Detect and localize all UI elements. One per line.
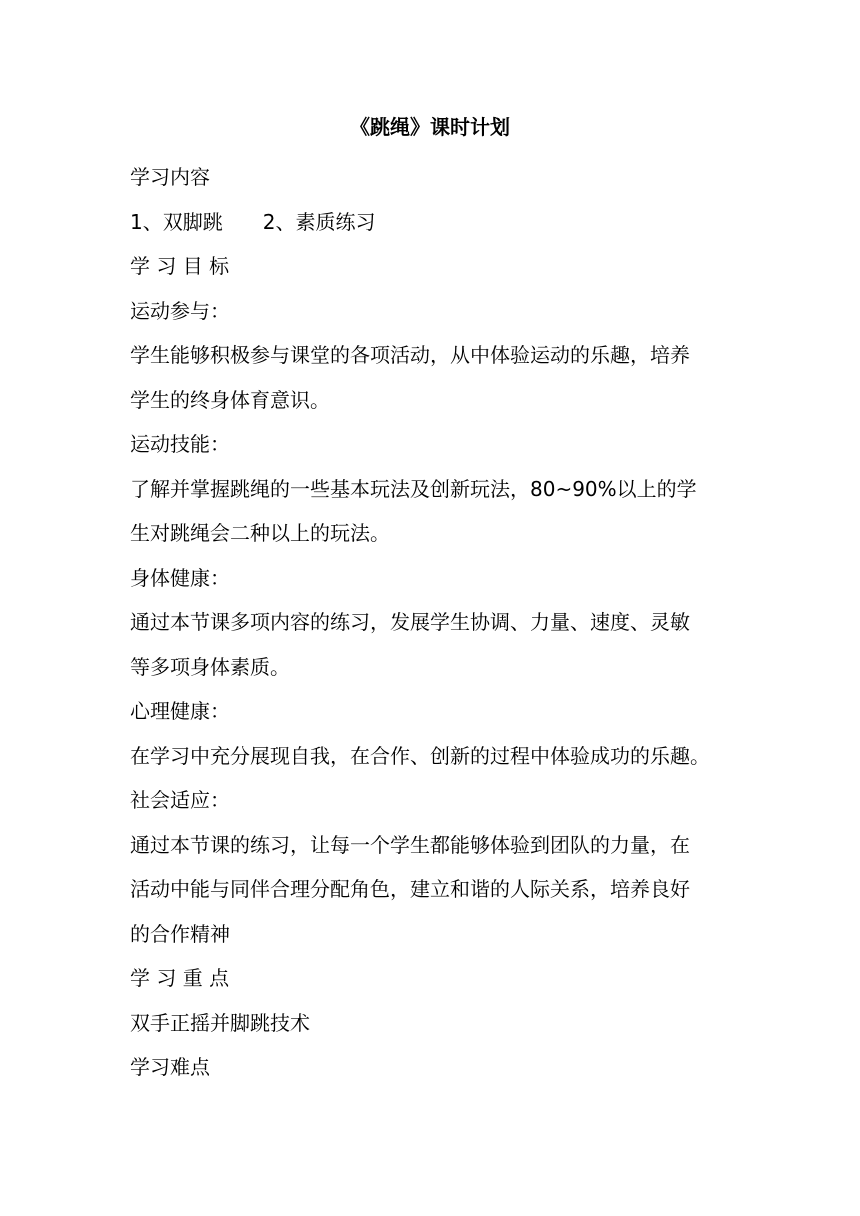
skills-heading: 运动技能： (130, 432, 230, 456)
social-text-1: 通过本节课的练习，让每一个学生都能够体验到团队的力量，在 (130, 832, 690, 857)
content-items (130, 200, 735, 245)
physical-text-2: 等多项身体素质。 (130, 654, 290, 679)
participation-text-2: 学生的终身体育意识。 (130, 387, 330, 412)
key-points-text: 双手正摇并脚跳技术 (130, 1010, 310, 1035)
document-title: 《跳绳》课时计划 (350, 115, 510, 139)
social-text-3: 的合作精神 (130, 921, 230, 946)
document-body (130, 155, 735, 1090)
key-points-heading: 学 习 重 点 (130, 966, 230, 990)
skills-text-2: 生对跳绳会二种以上的玩法。 (130, 521, 390, 545)
mental-heading: 心理健康： (130, 699, 230, 723)
content-item-1: 1、双脚跳 (130, 209, 223, 234)
content-item-2: 2、素质练习 (262, 209, 376, 234)
participation-heading: 运动参与： (130, 298, 230, 323)
content-heading: 学习内容 (130, 165, 210, 189)
physical-text-1: 通过本节课多项内容的练习，发展学生协调、力量、速度、灵敏 (130, 610, 690, 634)
skills-text-1: 了解并掌握跳绳的一些基本玩法及创新玩法，80~90%以上的学 (130, 476, 697, 501)
difficulty-heading: 学习难点 (130, 1055, 210, 1079)
mental-text-1: 在学习中充分展现自我，在合作、创新的过程中体验成功的乐趣。 (130, 743, 710, 768)
physical-heading: 身体健康： (130, 565, 230, 590)
participation-text-1: 学生能够积极参与课堂的各项活动，从中体验运动的乐趣，培养 (130, 343, 690, 367)
social-text-2: 活动中能与同伴合理分配角色，建立和谐的人际关系，培养良好 (130, 877, 690, 901)
goals-heading: 学 习 目 标 (130, 254, 230, 278)
social-heading: 社会适应： (130, 788, 230, 812)
